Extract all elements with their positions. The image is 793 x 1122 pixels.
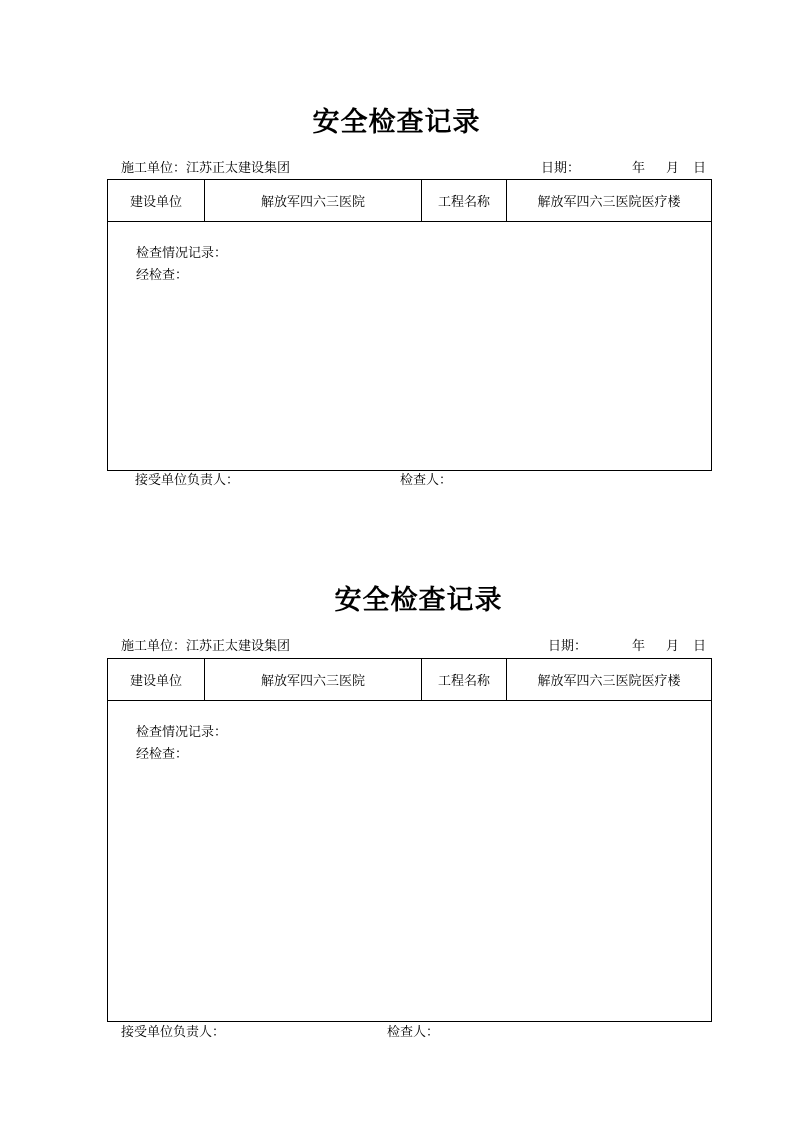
construction-unit-label: 建设单位	[108, 659, 205, 700]
inspected-label: 经检查：	[136, 268, 189, 283]
header-row	[108, 180, 711, 222]
project-name-value: 解放军四六三医院医疗楼	[537, 674, 681, 689]
date-day: 日	[693, 639, 707, 654]
date-year: 年	[632, 639, 646, 654]
form-title: 安全检查记录	[312, 107, 481, 138]
record-area[interactable]	[108, 701, 711, 1022]
construction-unit-value: 解放军四六三医院	[205, 659, 422, 700]
date-label: 日期：	[548, 639, 588, 654]
project-name-label: 工程名称	[422, 659, 507, 700]
date-line	[541, 161, 706, 177]
record-label: 检查情况记录：	[136, 246, 228, 261]
record-area[interactable]	[108, 222, 711, 471]
header-row	[108, 659, 711, 701]
receiver-label: 接受单位负责人：	[135, 473, 240, 488]
contractor-line: 施工单位：江苏正太建设集团	[121, 639, 291, 654]
record-label: 检查情况记录：	[136, 725, 228, 740]
contractor-line: 施工单位：江苏正太建设集团	[121, 161, 291, 176]
construction-unit-value: 解放军四六三医院	[205, 180, 422, 221]
project-name-value: 解放军四六三医院医疗楼	[537, 195, 681, 210]
date-month: 月	[666, 161, 680, 176]
receiver-label: 接受单位负责人：	[121, 1025, 226, 1040]
inspected-label: 经检查：	[136, 747, 189, 762]
inspection-table	[107, 658, 712, 1022]
inspector-label: 检查人：	[387, 1025, 440, 1040]
date-label: 日期：	[541, 161, 581, 176]
form-title: 安全检查记录	[334, 585, 503, 616]
date-month: 月	[666, 639, 680, 654]
construction-unit-label: 建设单位	[108, 180, 205, 221]
inspection-table	[107, 179, 712, 471]
inspector-label: 检查人：	[400, 473, 453, 488]
project-name-label: 工程名称	[422, 180, 507, 221]
date-day: 日	[693, 161, 707, 176]
date-line	[548, 639, 706, 655]
date-year: 年	[632, 161, 646, 176]
